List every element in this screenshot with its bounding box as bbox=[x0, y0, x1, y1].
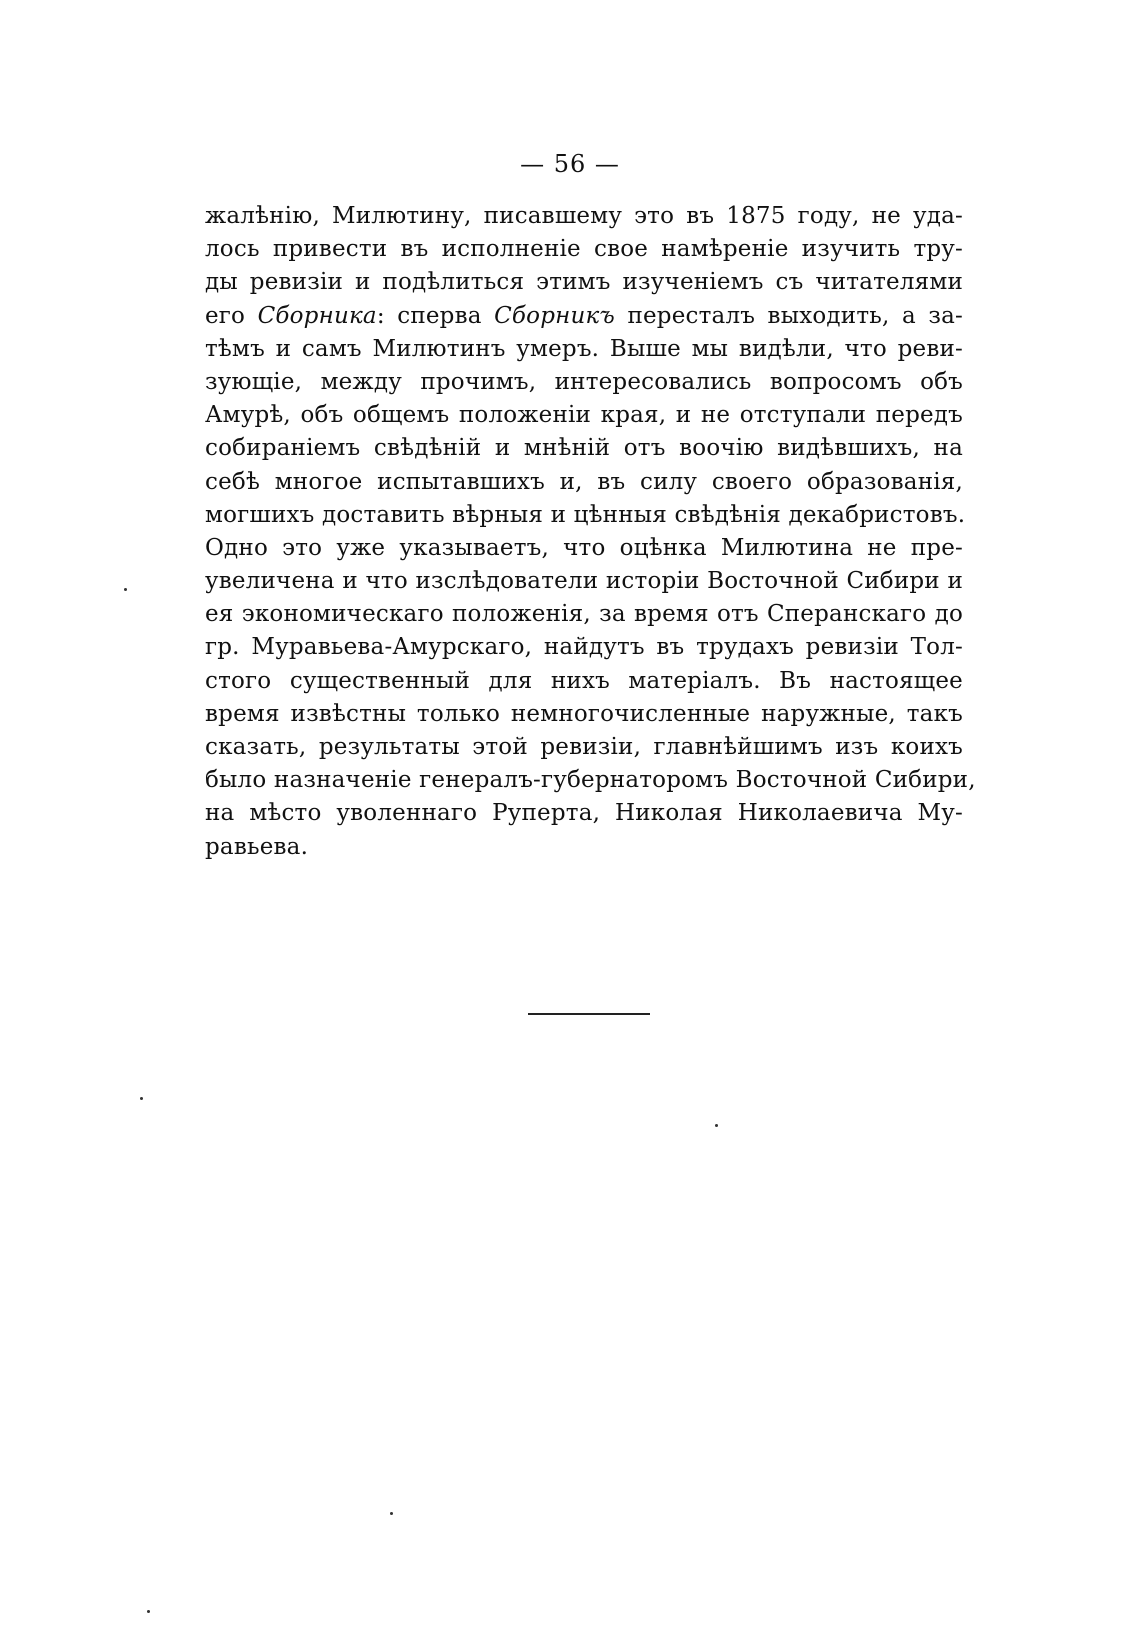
scan-speck bbox=[140, 1097, 143, 1100]
text-line: Одно это уже указываетъ, что оцѣнка Милютина не пре- bbox=[205, 534, 963, 561]
text-line: жалѣнію, Милютину, писавшему это въ 1875 году, не уда- bbox=[205, 203, 963, 229]
text-line: собираніемъ свѣдѣній и мнѣній отъ воочію видѣвшихъ, на bbox=[205, 435, 963, 462]
text-line: было назначеніе генералъ-губернаторомъ Восточной Сибири, bbox=[205, 767, 976, 794]
text-line: могшихъ доставить вѣрныя и цѣнныя свѣдѣнія декабристовъ. bbox=[205, 501, 966, 528]
page-number: — 56 — bbox=[520, 150, 620, 178]
text-fragment: : сперва bbox=[376, 302, 495, 329]
italic-title: Сборника bbox=[257, 302, 377, 329]
text-line: на мѣсто уволеннаго Руперта, Николая Николаевича Му- bbox=[205, 800, 963, 827]
text-line: зующіе, между прочимъ, интересовались вопросомъ объ bbox=[205, 368, 963, 395]
text-line: время извѣстны только немногочисленные наружные, такъ bbox=[205, 700, 963, 727]
text-line: Амурѣ, объ общемъ положеніи края, и не отступали передъ bbox=[205, 402, 963, 429]
text-line-last: равьева. bbox=[205, 833, 309, 860]
text-fragment: его bbox=[205, 302, 258, 329]
scan-speck bbox=[124, 588, 127, 591]
scan-speck bbox=[147, 1610, 150, 1613]
text-line: гр. Муравьева-Амурскаго, найдутъ въ трудахъ ревизіи Тол- bbox=[205, 634, 963, 661]
section-end-rule bbox=[528, 1013, 650, 1015]
italic-title: Сборникъ bbox=[494, 302, 615, 329]
text-line: увеличена и что изслѣдователи исторіи Восточной Сибири и bbox=[205, 568, 963, 595]
text-line: лось привести въ исполненіе свое намѣреніе изучить тру- bbox=[205, 236, 963, 263]
scan-speck bbox=[390, 1512, 393, 1515]
text-line: ея экономическаго положенія, за время отъ Сперанскаго до bbox=[205, 601, 963, 628]
scan-speck bbox=[715, 1124, 718, 1127]
text-line: ды ревизіи и подѣлиться этимъ изученіемъ съ читателями bbox=[205, 269, 963, 296]
body-text bbox=[205, 200, 976, 864]
text-line bbox=[205, 300, 963, 333]
text-line: тѣмъ и самъ Милютинъ умеръ. Выше мы видѣли, что реви- bbox=[205, 335, 963, 362]
text-fragment: пересталъ выходить, а за- bbox=[614, 302, 963, 329]
text-line: сказать, результаты этой ревизіи, главнѣйшимъ изъ коихъ bbox=[205, 734, 963, 760]
text-line: стого существенный для нихъ матеріалъ. Въ настоящее bbox=[205, 667, 963, 694]
text-line: себѣ многое испытавшихъ и, въ силу своего образованія, bbox=[205, 468, 963, 495]
